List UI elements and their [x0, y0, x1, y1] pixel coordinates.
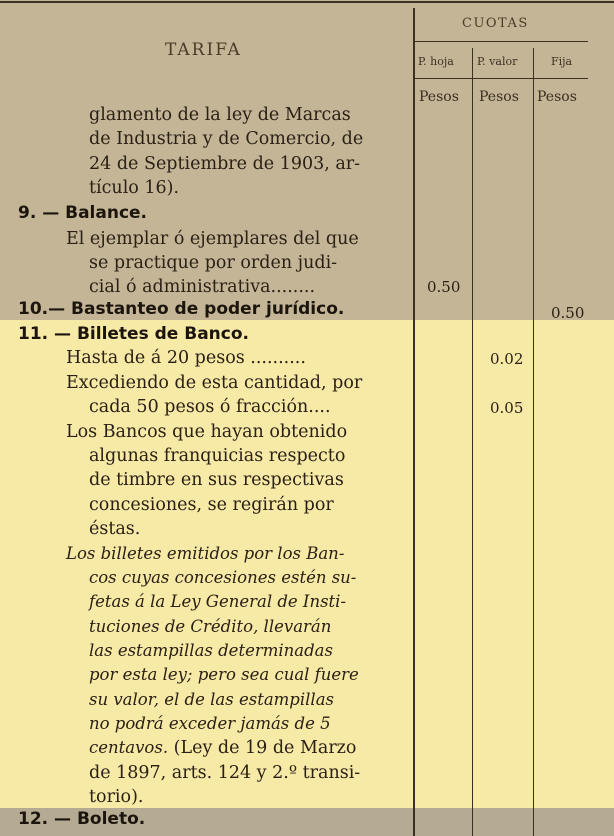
column-header-p-hoja: P. hoja	[418, 55, 454, 68]
item-11-paragraph-line: éstas.	[89, 519, 141, 539]
item-11-italic-line: las estampillas determinadas	[89, 641, 333, 660]
item-11-heading: 11. — Billetes de Banco.	[18, 324, 249, 344]
item-9-line: El ejemplar ó ejemplares del que	[66, 229, 359, 249]
item-12-heading: 12. — Boleto.	[18, 809, 146, 829]
item-11-mixed-plain: (Ley de 19 de Marzo	[168, 738, 357, 758]
item-11-line: Excediendo de esta cantidad, por	[66, 373, 363, 393]
page-band-highlight	[0, 320, 614, 808]
unit-label-fija: Pesos	[537, 89, 577, 105]
unit-label-p-hoja: Pesos	[419, 89, 459, 105]
item-11-paragraph-line: algunas franquicias respecto	[89, 446, 346, 466]
item-11-line: cada 50 pesos ó fracción....	[89, 397, 331, 417]
cuotas-underline	[415, 41, 588, 42]
top-rule	[0, 1, 614, 3]
continuation-line: de Industria y de Comercio, de	[89, 129, 364, 149]
unit-label-p-valor: Pesos	[479, 89, 519, 105]
item-9-heading: 9. — Balance.	[18, 203, 148, 223]
item-11-p-valor-value-2: 0.05	[490, 399, 524, 417]
column-divider-main	[413, 8, 415, 836]
item-10-fija-value: 0.50	[551, 304, 585, 322]
item-11-p-valor-value-1: 0.02	[490, 350, 524, 368]
item-9-line: se practique por orden judi-	[89, 253, 338, 273]
item-9-p-hoja-value: 0.50	[427, 278, 461, 296]
item-11-tail-line: torio).	[89, 787, 144, 807]
item-11-italic-line: Los billetes emitidos por los Ban-	[66, 544, 345, 563]
item-11-italic-line: no podrá exceder jamás de 5	[89, 714, 331, 733]
column-header-underline	[415, 78, 588, 79]
column-header-p-valor: P. valor	[477, 55, 518, 68]
item-11-italic-line: fetas á la Ley General de Insti-	[89, 592, 347, 611]
item-11-paragraph-line: de timbre en sus respectivas	[89, 470, 344, 490]
continuation-line: tículo 16).	[89, 178, 180, 198]
item-11-tail-line: de 1897, arts. 124 y 2.º transi-	[89, 763, 361, 783]
item-11-paragraph-line: concesiones, se regirán por	[89, 495, 334, 515]
item-10-heading: 10.— Bastanteo de poder jurídico.	[18, 299, 345, 319]
item-11-mixed-italic: centavos.	[89, 738, 169, 757]
column-divider-1	[472, 48, 473, 836]
item-11-italic-line: por esta ley; pero sea cual fuere	[89, 665, 359, 684]
item-9-line: cial ó administrativa........	[89, 277, 316, 297]
column-header-fija: Fija	[551, 55, 573, 68]
item-11-paragraph-line: Los Bancos que hayan obtenido	[66, 422, 348, 442]
cuotas-header: CUOTAS	[462, 16, 529, 31]
item-11-line: Hasta de á 20 pesos ..........	[66, 348, 306, 368]
continuation-line: glamento de la ley de Marcas	[89, 105, 351, 125]
column-divider-2	[533, 48, 534, 836]
item-11-italic-line: cos cuyas concesiones estén su-	[89, 568, 357, 587]
continuation-line: 24 de Septiembre de 1903, ar-	[89, 154, 361, 174]
item-11-italic-line: su valor, el de las estampillas	[89, 690, 335, 709]
item-11-italic-line: tuciones de Crédito, llevarán	[89, 617, 332, 636]
tarifa-header: TARIFA	[165, 40, 242, 60]
item-11-mixed-line	[89, 738, 356, 758]
